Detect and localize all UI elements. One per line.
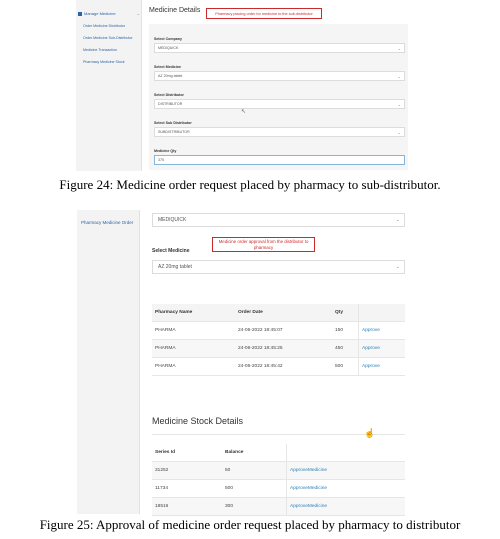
qty-cell: 150 <box>335 328 344 333</box>
table-row <box>152 498 405 516</box>
select-company-dropdown[interactable] <box>152 213 405 227</box>
sidebar-item-pharmacy-medicine-order[interactable]: Pharmacy Medicine Order <box>81 220 134 225</box>
column-header-balance: Balance <box>225 450 244 455</box>
mouse-cursor-icon: ↖ <box>241 109 247 115</box>
balance-cell: 300 <box>225 504 234 509</box>
chevron-down-icon: ⌄ <box>397 101 401 107</box>
menu-icon <box>78 12 82 16</box>
column-divider <box>358 304 359 321</box>
select-sub-distributor-value: SUBDISTRIBUTOR <box>158 130 190 134</box>
main-content <box>149 210 407 514</box>
column-divider <box>358 358 359 375</box>
series-id-cell: 18516 <box>155 504 169 509</box>
select-company-value: MEDIQUICK <box>158 217 187 223</box>
approve-medicine-link[interactable]: ApproveMedicine <box>290 504 328 509</box>
column-header-qty: Qty <box>335 310 343 315</box>
page-title: Medicine Details <box>149 7 201 14</box>
figure-24-caption: Figure 24: Medicine order request placed by pharmacy to sub-distributor. <box>59 177 441 192</box>
sidebar-item-pharmacy-medicine-stock[interactable]: Pharmacy Medicine Stock <box>83 60 125 64</box>
medicine-qty-input[interactable] <box>154 155 405 165</box>
select-medicine-value: AZ 20mg tablet <box>158 264 192 270</box>
select-company-label: Select Company <box>154 37 182 41</box>
column-divider <box>358 340 359 357</box>
select-medicine-label: Select Medicine <box>152 248 190 254</box>
select-medicine-value: AZ 20mg tablet <box>158 74 183 78</box>
annotation-callout: Pharmacy placing order for medicine to the sub-distributor <box>206 8 322 19</box>
approve-link[interactable]: Approve <box>362 346 380 351</box>
chevron-down-icon: ⌄ <box>395 217 400 223</box>
sidebar-menu-manage-medicine[interactable] <box>78 9 140 18</box>
approve-medicine-link[interactable]: ApproveMedicine <box>290 486 328 491</box>
select-company-dropdown[interactable] <box>154 43 405 53</box>
qty-cell: 500 <box>335 364 344 369</box>
sidebar-item-order-medicine-distributor[interactable]: Order Medicine Distributor <box>83 24 125 28</box>
order-date-cell: 24-06-2022 18:45:42 <box>238 364 283 369</box>
chevron-down-icon: ⌄ <box>397 129 401 135</box>
pharmacy-name-cell: PHARMA <box>155 328 176 333</box>
series-id-cell: 31252 <box>155 468 169 473</box>
medicine-stock-title: Medicine Stock Details <box>152 416 244 426</box>
column-divider <box>286 462 287 479</box>
table-header-row <box>152 304 405 322</box>
qty-cell: 450 <box>335 346 344 351</box>
column-header-order-date: Order Date <box>238 310 263 315</box>
table-row <box>152 322 405 340</box>
table-header-row <box>152 444 405 462</box>
annotation-callout: Medicine order approval from the distributor to pharmacy <box>212 237 315 252</box>
figure-25-caption: Figure 25: Approval of medicine order request placed by pharmacy to distributor <box>39 517 461 532</box>
select-medicine-dropdown[interactable] <box>152 260 405 274</box>
select-company-value: MEDIQUICK <box>158 46 179 50</box>
sidebar <box>77 210 140 514</box>
pharmacy-name-cell: PHARMA <box>155 364 176 369</box>
table-row <box>152 358 405 376</box>
chevron-down-icon: ⌄ <box>397 73 401 79</box>
medicine-qty-value: 375 <box>158 158 164 162</box>
table-row <box>152 480 405 498</box>
select-distributor-value: DISTRIBUTOR <box>158 102 183 106</box>
approve-medicine-link[interactable]: ApproveMedicine <box>290 468 328 473</box>
balance-cell: 500 <box>225 486 234 491</box>
sidebar-item-medicine-transaction[interactable]: Medicine Transaction <box>83 48 117 52</box>
medicine-stock-table <box>152 444 405 516</box>
figure-24-screenshot <box>76 0 409 171</box>
select-medicine-dropdown[interactable] <box>154 71 405 81</box>
approve-link[interactable]: Approve <box>362 328 380 333</box>
sidebar-item-order-medicine-sub-distributor[interactable]: Order Medicine Sub-Distributor <box>83 36 133 40</box>
approve-link[interactable]: Approve <box>362 364 380 369</box>
sidebar <box>76 0 142 171</box>
series-id-cell: 11734 <box>155 486 168 491</box>
medicine-form-panel <box>149 24 408 170</box>
table-row <box>152 462 405 480</box>
order-date-cell: 24-06-2022 18:45:25 <box>238 346 283 351</box>
select-medicine-label: Select Medicine <box>154 65 181 69</box>
column-divider <box>358 322 359 339</box>
order-date-cell: 24-06-2022 18:45:07 <box>238 328 283 333</box>
select-distributor-dropdown[interactable] <box>154 99 405 109</box>
select-distributor-label: Select Distributor <box>154 93 184 97</box>
column-divider <box>286 480 287 497</box>
medicine-qty-label: Medicine Qty <box>154 149 177 153</box>
chevron-down-icon: ⌄ <box>395 264 400 270</box>
sidebar-heading: Manage Medicine <box>84 11 116 16</box>
balance-cell: 50 <box>225 468 231 473</box>
main-content <box>149 0 409 171</box>
pharmacy-name-cell: PHARMA <box>155 346 176 351</box>
table-row <box>152 340 405 358</box>
chevron-down-icon: ⌄ <box>397 45 401 51</box>
figure-25-screenshot <box>77 210 409 514</box>
column-header-series-id: Series Id <box>155 450 175 455</box>
column-header-pharmacy-name: Pharmacy Name <box>155 310 193 315</box>
pharmacy-orders-table <box>152 304 405 376</box>
column-divider <box>286 444 287 461</box>
column-divider <box>286 498 287 515</box>
select-sub-distributor-dropdown[interactable] <box>154 127 405 137</box>
select-sub-distributor-label: Select Sub Distributor <box>154 121 192 125</box>
hand-cursor-icon: ☝ <box>364 428 376 438</box>
chevron-down-icon: ⌄ <box>136 11 140 16</box>
